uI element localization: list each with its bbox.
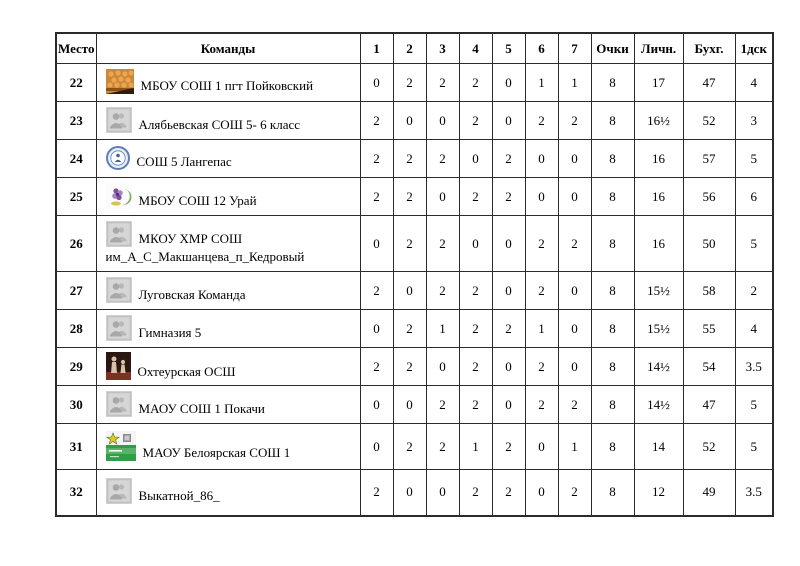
round-4-score-cell: 2 bbox=[459, 64, 492, 102]
table-row bbox=[56, 386, 773, 424]
place-cell: 32 bbox=[56, 470, 96, 516]
round-2-score-cell: 0 bbox=[393, 386, 426, 424]
table-row bbox=[56, 216, 773, 272]
column-header-round-7: 7 bbox=[558, 33, 591, 64]
personal-cell: 12 bbox=[634, 470, 683, 516]
round-3-score-cell: 2 bbox=[426, 424, 459, 470]
round-6-score-cell: 1 bbox=[525, 310, 558, 348]
board1-cell: 5 bbox=[735, 424, 773, 470]
personal-cell: 15½ bbox=[634, 310, 683, 348]
round-1-score-cell: 0 bbox=[360, 64, 393, 102]
round-1-score-cell: 0 bbox=[360, 216, 393, 272]
personal-cell: 15½ bbox=[634, 272, 683, 310]
round-2-score-cell: 2 bbox=[393, 348, 426, 386]
standings-table bbox=[55, 32, 774, 517]
place-cell: 27 bbox=[56, 272, 96, 310]
round-5-score-cell: 0 bbox=[492, 64, 525, 102]
round-4-score-cell: 2 bbox=[459, 102, 492, 140]
place-cell: 22 bbox=[56, 64, 96, 102]
board1-cell: 5 bbox=[735, 216, 773, 272]
table-row bbox=[56, 310, 773, 348]
round-3-score-cell: 2 bbox=[426, 140, 459, 178]
round-3-score-cell: 2 bbox=[426, 272, 459, 310]
buchholz-cell: 56 bbox=[683, 178, 735, 216]
round-2-score-cell: 0 bbox=[393, 272, 426, 310]
round-3-score-cell: 0 bbox=[426, 470, 459, 516]
table-row bbox=[56, 140, 773, 178]
points-cell: 8 bbox=[591, 140, 634, 178]
team-cell bbox=[96, 386, 360, 424]
round-1-score-cell: 0 bbox=[360, 424, 393, 470]
team-name: Охтеурская ОСШ bbox=[137, 363, 236, 379]
team-cell bbox=[96, 140, 360, 178]
column-header-board1: 1дск bbox=[735, 33, 773, 64]
round-1-score-cell: 2 bbox=[360, 102, 393, 140]
orange-photo-icon bbox=[106, 69, 134, 94]
round-1-score-cell: 2 bbox=[360, 178, 393, 216]
round-4-score-cell: 2 bbox=[459, 386, 492, 424]
team-name: Гимназия 5 bbox=[138, 324, 202, 340]
board1-cell: 5 bbox=[735, 386, 773, 424]
board1-cell: 4 bbox=[735, 64, 773, 102]
team-cell bbox=[96, 348, 360, 386]
column-header-round-6: 6 bbox=[525, 33, 558, 64]
points-cell: 8 bbox=[591, 424, 634, 470]
round-2-score-cell: 0 bbox=[393, 102, 426, 140]
buchholz-cell: 50 bbox=[683, 216, 735, 272]
round-1-score-cell: 2 bbox=[360, 470, 393, 516]
points-cell: 8 bbox=[591, 216, 634, 272]
team-name: МАОУ СОШ 1 Покачи bbox=[138, 400, 265, 416]
round-6-score-cell: 0 bbox=[525, 470, 558, 516]
round-5-score-cell: 2 bbox=[492, 424, 525, 470]
avatar-placeholder-icon bbox=[106, 315, 132, 341]
round-5-score-cell: 0 bbox=[492, 348, 525, 386]
column-header-personal: Личн. bbox=[634, 33, 683, 64]
round-2-score-cell: 2 bbox=[393, 310, 426, 348]
round-1-score-cell: 2 bbox=[360, 140, 393, 178]
round-6-score-cell: 2 bbox=[525, 272, 558, 310]
team-name: Луговская Команда bbox=[138, 286, 246, 302]
round-3-score-cell: 1 bbox=[426, 310, 459, 348]
round-5-score-cell: 0 bbox=[492, 102, 525, 140]
buchholz-cell: 58 bbox=[683, 272, 735, 310]
team-name: Выкатной_86_ bbox=[138, 488, 220, 504]
header-row bbox=[56, 33, 773, 64]
place-cell: 28 bbox=[56, 310, 96, 348]
round-7-score-cell: 1 bbox=[558, 424, 591, 470]
personal-cell: 14½ bbox=[634, 386, 683, 424]
column-header-round-5: 5 bbox=[492, 33, 525, 64]
board1-cell: 3 bbox=[735, 102, 773, 140]
place-cell: 23 bbox=[56, 102, 96, 140]
round-4-score-cell: 0 bbox=[459, 140, 492, 178]
round-7-score-cell: 2 bbox=[558, 386, 591, 424]
table-body bbox=[56, 64, 773, 516]
round-1-score-cell: 0 bbox=[360, 310, 393, 348]
board1-cell: 6 bbox=[735, 178, 773, 216]
round-6-score-cell: 1 bbox=[525, 64, 558, 102]
avatar-placeholder-icon bbox=[106, 277, 132, 303]
round-2-score-cell: 2 bbox=[393, 140, 426, 178]
round-2-score-cell: 2 bbox=[393, 178, 426, 216]
table-row bbox=[56, 470, 773, 516]
round-1-score-cell: 2 bbox=[360, 348, 393, 386]
table-row bbox=[56, 272, 773, 310]
points-cell: 8 bbox=[591, 178, 634, 216]
round-7-score-cell: 2 bbox=[558, 216, 591, 272]
table-row bbox=[56, 424, 773, 470]
column-header-round-2: 2 bbox=[393, 33, 426, 64]
round-3-score-cell: 0 bbox=[426, 348, 459, 386]
avatar-placeholder-icon bbox=[106, 221, 132, 247]
points-cell: 8 bbox=[591, 310, 634, 348]
table-row bbox=[56, 348, 773, 386]
column-header-place: Место bbox=[56, 33, 96, 64]
round-6-score-cell: 2 bbox=[525, 386, 558, 424]
team-cell bbox=[96, 216, 360, 272]
personal-cell: 16 bbox=[634, 178, 683, 216]
team-name: МБОУ СОШ 12 Урай bbox=[138, 192, 257, 208]
round-2-score-cell: 2 bbox=[393, 424, 426, 470]
round-4-score-cell: 2 bbox=[459, 470, 492, 516]
round-3-score-cell: 2 bbox=[426, 64, 459, 102]
points-cell: 8 bbox=[591, 386, 634, 424]
points-cell: 8 bbox=[591, 348, 634, 386]
personal-cell: 16½ bbox=[634, 102, 683, 140]
board1-cell: 3.5 bbox=[735, 348, 773, 386]
team-cell bbox=[96, 178, 360, 216]
round-3-score-cell: 2 bbox=[426, 216, 459, 272]
team-cell bbox=[96, 64, 360, 102]
team-name: МБОУ СОШ 1 пгт Пойковский bbox=[140, 78, 314, 93]
place-cell: 30 bbox=[56, 386, 96, 424]
team-cell bbox=[96, 470, 360, 516]
personal-cell: 16 bbox=[634, 216, 683, 272]
column-header-buchholz: Бухг. bbox=[683, 33, 735, 64]
round-7-score-cell: 0 bbox=[558, 310, 591, 348]
team-cell bbox=[96, 272, 360, 310]
round-5-score-cell: 0 bbox=[492, 272, 525, 310]
column-header-round-4: 4 bbox=[459, 33, 492, 64]
green-logo-icon bbox=[106, 431, 136, 461]
round-4-score-cell: 0 bbox=[459, 216, 492, 272]
round-5-score-cell: 0 bbox=[492, 386, 525, 424]
round-3-score-cell: 0 bbox=[426, 178, 459, 216]
personal-cell: 17 bbox=[634, 64, 683, 102]
round-5-score-cell: 2 bbox=[492, 470, 525, 516]
round-7-score-cell: 0 bbox=[558, 178, 591, 216]
round-4-score-cell: 2 bbox=[459, 178, 492, 216]
place-cell: 25 bbox=[56, 178, 96, 216]
table-row bbox=[56, 64, 773, 102]
round-4-score-cell: 2 bbox=[459, 348, 492, 386]
place-cell: 31 bbox=[56, 424, 96, 470]
buchholz-cell: 54 bbox=[683, 348, 735, 386]
round-1-score-cell: 2 bbox=[360, 272, 393, 310]
place-cell: 26 bbox=[56, 216, 96, 272]
personal-cell: 14 bbox=[634, 424, 683, 470]
round-2-score-cell: 2 bbox=[393, 64, 426, 102]
flower-emblem-icon bbox=[106, 183, 132, 209]
board1-cell: 2 bbox=[735, 272, 773, 310]
round-6-score-cell: 0 bbox=[525, 140, 558, 178]
round-7-score-cell: 2 bbox=[558, 470, 591, 516]
round-6-score-cell: 2 bbox=[525, 348, 558, 386]
avatar-placeholder-icon bbox=[106, 107, 132, 133]
chess-photo-icon bbox=[106, 352, 131, 380]
round-1-score-cell: 0 bbox=[360, 386, 393, 424]
round-7-score-cell: 0 bbox=[558, 348, 591, 386]
board1-cell: 5 bbox=[735, 140, 773, 178]
points-cell: 8 bbox=[591, 272, 634, 310]
avatar-placeholder-icon bbox=[106, 391, 132, 417]
personal-cell: 16 bbox=[634, 140, 683, 178]
points-cell: 8 bbox=[591, 470, 634, 516]
round-7-score-cell: 1 bbox=[558, 64, 591, 102]
round-6-score-cell: 2 bbox=[525, 102, 558, 140]
team-cell bbox=[96, 310, 360, 348]
round-7-score-cell: 0 bbox=[558, 272, 591, 310]
points-cell: 8 bbox=[591, 102, 634, 140]
blue-emblem-icon bbox=[106, 146, 130, 170]
round-5-score-cell: 2 bbox=[492, 178, 525, 216]
round-6-score-cell: 0 bbox=[525, 178, 558, 216]
team-cell bbox=[96, 424, 360, 470]
column-header-teams: Команды bbox=[96, 33, 360, 64]
round-6-score-cell: 0 bbox=[525, 424, 558, 470]
round-2-score-cell: 0 bbox=[393, 470, 426, 516]
round-7-score-cell: 2 bbox=[558, 102, 591, 140]
buchholz-cell: 55 bbox=[683, 310, 735, 348]
round-3-score-cell: 0 bbox=[426, 102, 459, 140]
team-name: МКОУ ХМР СОШ bbox=[138, 231, 243, 246]
points-cell: 8 bbox=[591, 64, 634, 102]
team-name-line2: им_А_С_Макшанцева_п_Кедровый bbox=[105, 249, 305, 264]
round-5-score-cell: 0 bbox=[492, 216, 525, 272]
place-cell: 29 bbox=[56, 348, 96, 386]
table-row bbox=[56, 102, 773, 140]
round-3-score-cell: 2 bbox=[426, 386, 459, 424]
buchholz-cell: 57 bbox=[683, 140, 735, 178]
round-5-score-cell: 2 bbox=[492, 140, 525, 178]
buchholz-cell: 52 bbox=[683, 424, 735, 470]
round-4-score-cell: 2 bbox=[459, 272, 492, 310]
column-header-round-1: 1 bbox=[360, 33, 393, 64]
buchholz-cell: 47 bbox=[683, 64, 735, 102]
round-4-score-cell: 1 bbox=[459, 424, 492, 470]
team-name: Алябьевская СОШ 5- 6 класс bbox=[138, 116, 300, 132]
round-2-score-cell: 2 bbox=[393, 216, 426, 272]
buchholz-cell: 47 bbox=[683, 386, 735, 424]
team-name: МАОУ Белоярская СОШ 1 bbox=[142, 444, 291, 460]
round-7-score-cell: 0 bbox=[558, 140, 591, 178]
round-5-score-cell: 2 bbox=[492, 310, 525, 348]
buchholz-cell: 52 bbox=[683, 102, 735, 140]
board1-cell: 4 bbox=[735, 310, 773, 348]
team-cell bbox=[96, 102, 360, 140]
round-6-score-cell: 2 bbox=[525, 216, 558, 272]
place-cell: 24 bbox=[56, 140, 96, 178]
round-4-score-cell: 2 bbox=[459, 310, 492, 348]
table-row bbox=[56, 178, 773, 216]
column-header-points: Очки bbox=[591, 33, 634, 64]
avatar-placeholder-icon bbox=[106, 478, 132, 504]
board1-cell: 3.5 bbox=[735, 470, 773, 516]
team-name: СОШ 5 Лангепас bbox=[136, 153, 232, 169]
column-header-round-3: 3 bbox=[426, 33, 459, 64]
buchholz-cell: 49 bbox=[683, 470, 735, 516]
personal-cell: 14½ bbox=[634, 348, 683, 386]
